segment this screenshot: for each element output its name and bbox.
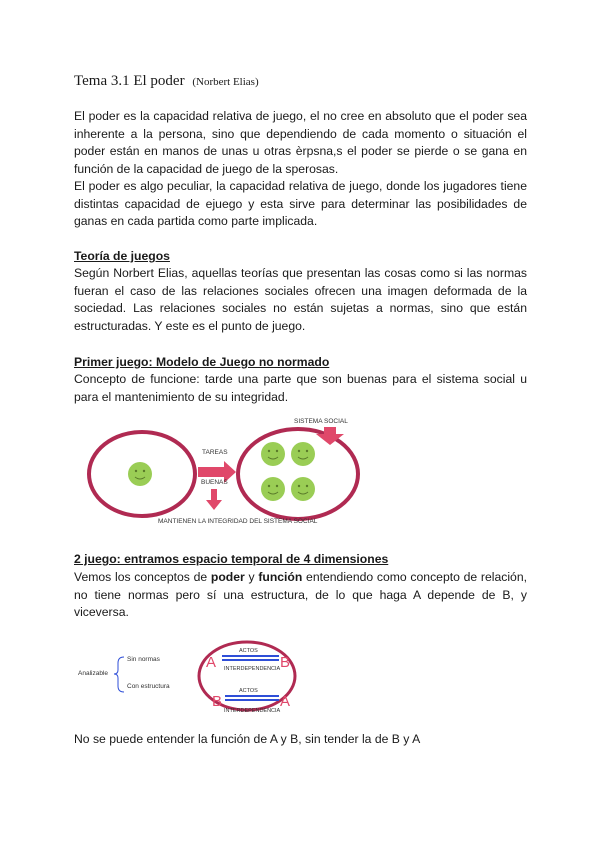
text-line: viceversa.	[74, 605, 129, 620]
label-sin-normas: Sin normas	[127, 656, 160, 663]
section-heading-segundo-juego: 2 juego: entramos espacio temporal de 4 dimensiones	[74, 552, 389, 566]
smiley-icon	[291, 477, 315, 501]
text-line: función de la capacidad de juego de la sperosas.	[74, 161, 339, 176]
section-heading-primer-juego: Primer juego: Modelo de Juego no normado	[74, 355, 330, 369]
text-line: distintas capacidad de ejuego y esta sirve para determinar las posibilidades de	[74, 196, 527, 211]
text-line: ganas en cada partida como parte implicada.	[74, 214, 318, 229]
smiley-icon	[261, 477, 285, 501]
letter-b: B	[212, 693, 223, 710]
bold-term-poder: poder	[210, 570, 245, 584]
letter-b: B	[280, 654, 291, 671]
text-line: El poder es algo peculiar, la capacidad relativa de juego, donde los jugadores tiene	[74, 179, 527, 193]
label-analizable: Analizable	[78, 670, 108, 677]
label-tareas: TAREAS	[202, 449, 228, 456]
text-line: no tiene normas pero sí una estructura, de lo que haga A depende de B, y	[74, 587, 527, 602]
diagram-juego-no-normado	[86, 410, 466, 530]
label-actos: ACTOS	[239, 688, 258, 694]
diagram-interdependencia	[76, 638, 326, 718]
label-interdependencia: INTERDEPENDENCIA	[224, 708, 281, 714]
text-line: estructuradas. Y este es el punto de juego.	[74, 318, 306, 333]
label-mantienen: MANTIENEN LA INTEGRIDAD DEL SISTEMA SOCIAL	[158, 518, 318, 525]
text-line: sociedad. Las relaciones sociales no están sujetas a normas, sino que están	[74, 301, 527, 316]
label-buenas: BUENAS	[201, 479, 228, 486]
label-interdependencia: INTERDEPENDENCIA	[224, 666, 281, 672]
text-run: entendiendo como concepto de relación,	[302, 570, 527, 584]
text-line: El poder es la capacidad relativa de juego, el no cree en absoluto que el poder sea	[74, 109, 527, 123]
primer-paragraph	[74, 371, 527, 406]
text-line: Según Norbert Elias, aquellas teorías que presentan las cosas como si las normas	[74, 266, 527, 280]
system-ellipse	[238, 429, 358, 519]
letter-a: A	[280, 693, 291, 710]
smiley-icon	[291, 442, 315, 466]
text-run: y	[244, 570, 259, 584]
conclusion-paragraph	[74, 731, 527, 749]
text-line: inherente a la persona, sino que dependiendo de cada momento o situación el	[74, 126, 527, 141]
label-actos: ACTOS	[239, 648, 258, 654]
label-con-estructura: Con estructura	[127, 683, 170, 690]
smiley-icon	[128, 462, 152, 486]
smiley-icon	[261, 442, 285, 466]
text-run: Vemos los conceptos de	[74, 570, 211, 584]
text-line: No se puede entender la función de A y B, sin tender la de B y A	[74, 732, 421, 746]
text-line: fueran el caso de las relaciones sociales ofrecen una imagen deformada de la	[74, 283, 527, 298]
segundo-paragraph	[74, 569, 527, 622]
text-line	[74, 569, 527, 587]
intro-paragraph-2	[74, 178, 527, 231]
text-line: Concepto de funcione: tarde una parte que son buenas para el sistema social u	[74, 372, 527, 386]
letter-a: A	[206, 654, 217, 671]
title-main: Tema 3.1 El poder	[74, 73, 185, 89]
bold-term-funcion: función	[258, 570, 303, 584]
arrow-down-icon	[206, 489, 222, 510]
label-sistema-social: SISTEMA SOCIAL	[294, 418, 348, 425]
brace-icon	[114, 657, 124, 692]
page-title	[74, 73, 259, 90]
title-author: (Norbert Elias)	[192, 76, 259, 88]
teoria-paragraph	[74, 265, 527, 335]
section-heading-teoria: Teoría de juegos	[74, 249, 170, 263]
text-line: para el mantenimiento de su integridad.	[74, 389, 289, 404]
intro-paragraph-1	[74, 108, 527, 178]
text-line: poder están en manos de unas u otras èrpsna,s el poder se pierde o se gana en	[74, 144, 527, 159]
